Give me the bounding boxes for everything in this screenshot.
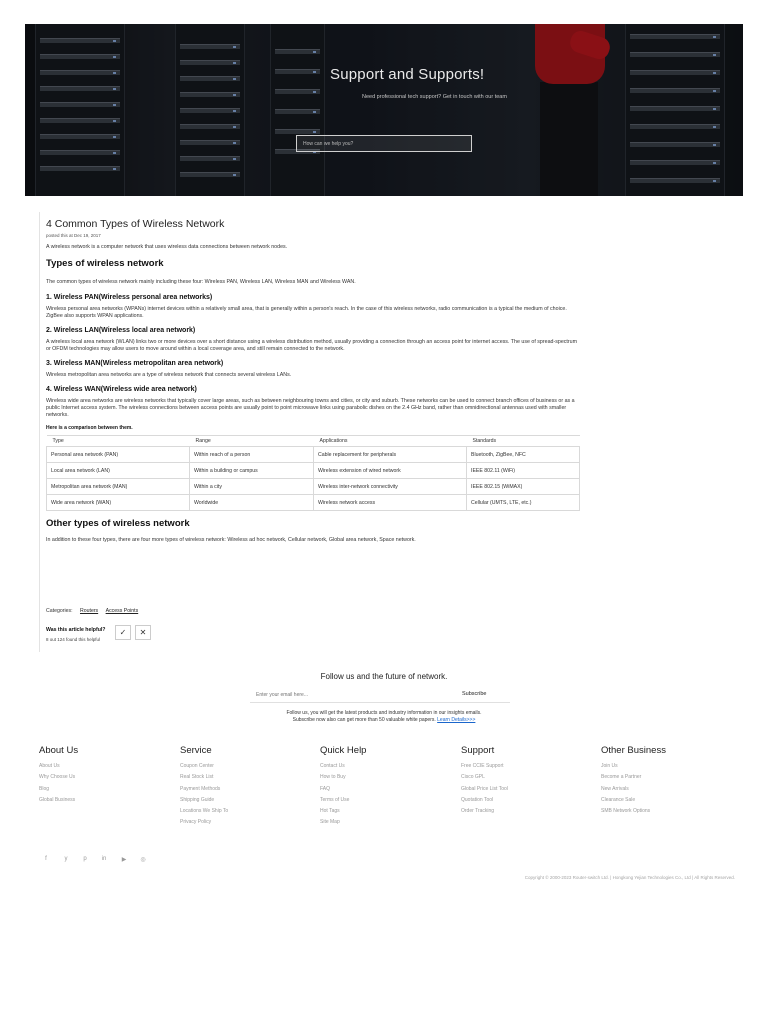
wan-text: Wireless wide area networks are wireless networks that typically cover large areas, such as between neighbouring towns and cities, or city and suburb. These networks can be used to connect branch offices of business or as a public Internet access system. The wireless connections between access points are usually point to point microwave links using parabolic dishes on the 2.4 GHz band, rather than omnidirectional antennas used with smaller networks. — [46, 398, 575, 418]
man-heading: 3. Wireless MAN(Wireless metropolitan area network) — [46, 360, 224, 367]
newsletter-note-text: Subscribe now also can get more than 50 valuable white papers. — [292, 717, 436, 723]
linkedin-icon[interactable]: in — [101, 856, 107, 862]
table-cell: Bluetooth, ZigBee, NFC — [467, 447, 580, 463]
table-cell: Within a building or campus — [190, 463, 314, 479]
newsletter-note-line: Follow us, you will get the latest products and industry information in our insights emails. — [286, 710, 482, 716]
wan-heading: 4. Wireless WAN(Wireless wide area network) — [46, 386, 197, 393]
footer-heading: Quick Help — [320, 745, 367, 756]
table-header: Applications — [314, 436, 467, 447]
hero-subtitle: Need professional tech support? Get in touch with our team — [362, 94, 507, 100]
table-cell: Within reach of a person — [190, 447, 314, 463]
footer-column-service — [180, 745, 310, 829]
footer-link[interactable]: Privacy Policy — [180, 819, 212, 826]
table-cell: Metropolitan area network (MAN) — [47, 479, 190, 495]
lan-heading: 2. Wireless LAN(Wireless local area network) — [46, 327, 196, 334]
article-title: 4 Common Types of Wireless Network — [46, 218, 225, 230]
footer-link[interactable]: Free CCIE Support — [461, 763, 504, 769]
footer-link[interactable]: Global Business — [39, 796, 76, 803]
table-cell: Local area network (LAN) — [47, 463, 190, 479]
pan-heading: 1. Wireless PAN(Wireless personal area networks) — [46, 294, 213, 301]
footer-heading: About Us — [39, 745, 79, 756]
categories-label: Categories: — [46, 608, 73, 614]
pinterest-icon[interactable]: p — [83, 856, 87, 862]
footer-link[interactable]: Real Stock List — [180, 774, 214, 781]
table-cell: IEEE 802.15 (WiMAX) — [467, 479, 580, 495]
table-row — [47, 463, 580, 479]
footer-heading: Support — [461, 745, 495, 756]
category-link[interactable]: Routers — [79, 608, 99, 614]
footer-link[interactable]: Join Us — [601, 763, 618, 769]
footer-link[interactable]: Site Map — [320, 819, 340, 826]
helpful-no-button[interactable] — [135, 625, 151, 640]
helpful-widget — [46, 627, 105, 642]
footer-link[interactable]: Terms of Use — [320, 796, 350, 803]
other-types-heading: Other types of wireless network — [46, 518, 190, 529]
table-header-row — [47, 436, 580, 447]
hero-title: Support and Supports! — [330, 66, 485, 83]
section-text: The common types of wireless network mainly including these four: Wireless PAN, Wireless LAN, Wireless MAN and Wireless WAN. — [46, 279, 356, 285]
footer-heading: Service — [180, 745, 212, 756]
hero-banner — [25, 24, 743, 196]
footer-link[interactable]: SMB Network Options — [601, 808, 651, 815]
table-cell: Personal area network (PAN) — [47, 447, 190, 463]
twitter-icon[interactable]: y — [64, 856, 68, 862]
learn-details-link[interactable]: Learn Details>>> — [437, 717, 476, 723]
youtube-icon[interactable]: ▶ — [121, 857, 127, 863]
check-icon: ✓ — [119, 628, 127, 637]
footer-link[interactable]: Locations We Ship To — [180, 808, 229, 815]
footer-column-other-business — [601, 745, 731, 817]
table-row — [47, 479, 580, 495]
facebook-icon[interactable]: f — [45, 856, 47, 862]
table-header: Type — [47, 436, 190, 447]
section-heading: Types of wireless network — [46, 258, 164, 269]
table-cell: Within a city — [190, 479, 314, 495]
comparison-label: Here is a comparison between them. — [46, 425, 133, 431]
table-cell: Worldwide — [190, 495, 314, 511]
footer-link[interactable]: How to Buy — [320, 774, 346, 781]
footer-link[interactable]: Order Tracking — [461, 808, 495, 815]
footer-link[interactable]: Why Choose Us — [39, 774, 76, 781]
footer-link[interactable]: Coupon Center — [180, 763, 214, 769]
footer-link[interactable]: Blog — [39, 785, 50, 792]
table-header: Standards — [467, 436, 580, 447]
instagram-icon[interactable]: ◎ — [140, 857, 146, 863]
other-types-text: In addition to these four types, there are four more types of wireless network: Wireless ad hoc network, Cellular network, Global area network, Space network. — [46, 537, 416, 543]
footer-heading: Other Business — [601, 745, 666, 756]
footer-link[interactable]: Cisco GPL — [461, 774, 485, 781]
pan-text: Wireless personal area networks (WPANs) internet devices within a relatively small area, that is generally within a person's reach. In the case of this wireless networks, radio communication is a typical the medium of choice. ZigBee also supports WPAN applications. — [46, 306, 567, 319]
table-cell: IEEE 802.11 (WiFi) — [467, 463, 580, 479]
close-icon: ✕ — [139, 628, 147, 637]
article-divider — [39, 212, 40, 652]
article-intro: A wireless network is a computer network that uses wireless data connections between network nodes. — [46, 244, 288, 250]
table-cell: Wide area network (WAN) — [47, 495, 190, 511]
table-header: Range — [190, 436, 314, 447]
table-cell: Wireless inter-network connectivity — [314, 479, 467, 495]
footer-link[interactable]: Become a Partner — [601, 774, 642, 781]
table-row — [47, 495, 580, 511]
footer-link[interactable]: Clearance Sale — [601, 796, 636, 803]
footer-link[interactable]: Payment Methods — [180, 785, 221, 792]
email-input[interactable] — [256, 692, 436, 698]
footer-link[interactable]: About Us — [39, 763, 60, 769]
footer-link[interactable]: Hot Tags — [320, 808, 340, 815]
footer-column-support — [461, 745, 591, 817]
footer-link[interactable]: Shipping Guide — [180, 796, 215, 803]
table-cell: Wireless network access — [314, 495, 467, 511]
lan-text: A wireless local area network (WLAN) links two or more devices over a short distance using a wireless distribution method, usually providing a connection through an access point for internet access. The use of spread-spectrum or OFDM technologies may allow users to move around within a local coverage area, and still remain connected to the network. — [46, 339, 578, 352]
footer-column-about — [39, 745, 169, 806]
hero-search-input[interactable]: How can we help you? — [296, 135, 472, 152]
posted-date: posted this at Dec 19, 2017 — [46, 233, 101, 238]
newsletter-note-line — [0, 717, 768, 724]
footer-link[interactable]: FAQ — [320, 785, 331, 792]
table-cell: Cable replacement for peripherals — [314, 447, 467, 463]
helpful-count: 8 out 124 found this helpful — [46, 637, 101, 642]
table-cell: Cellular (UMTS, LTE, etc.) — [467, 495, 580, 511]
footer-link[interactable]: Contact Us — [320, 763, 345, 769]
helpful-question: Was this article helpful? — [46, 627, 106, 633]
table-cell: Wireless extension of wired network — [314, 463, 467, 479]
category-link[interactable]: Access Points — [105, 608, 139, 614]
categories — [46, 608, 138, 614]
subscribe-button[interactable]: Subscribe — [462, 691, 487, 697]
footer-link[interactable]: New Arrivals — [601, 785, 629, 792]
comparison-table — [46, 435, 580, 511]
copyright: Copyright © 2000-2023 Router-switch Ltd. | Hongkong Yejian Technologies Co., Ltd | All Rights Reserved. — [524, 875, 735, 880]
footer-link[interactable]: Global Price List Tool — [461, 785, 508, 792]
footer-column-quick-help — [320, 745, 450, 829]
article — [46, 218, 580, 544]
footer-link[interactable]: Quotation Tool — [461, 796, 494, 803]
helpful-yes-button[interactable] — [115, 625, 131, 640]
man-text: Wireless metropolitan area networks are a type of wireless network that connects several wireless LANs. — [46, 372, 292, 378]
newsletter-note — [0, 710, 768, 724]
table-row — [47, 447, 580, 463]
newsletter-title: Follow us and the future of network. — [320, 672, 448, 681]
